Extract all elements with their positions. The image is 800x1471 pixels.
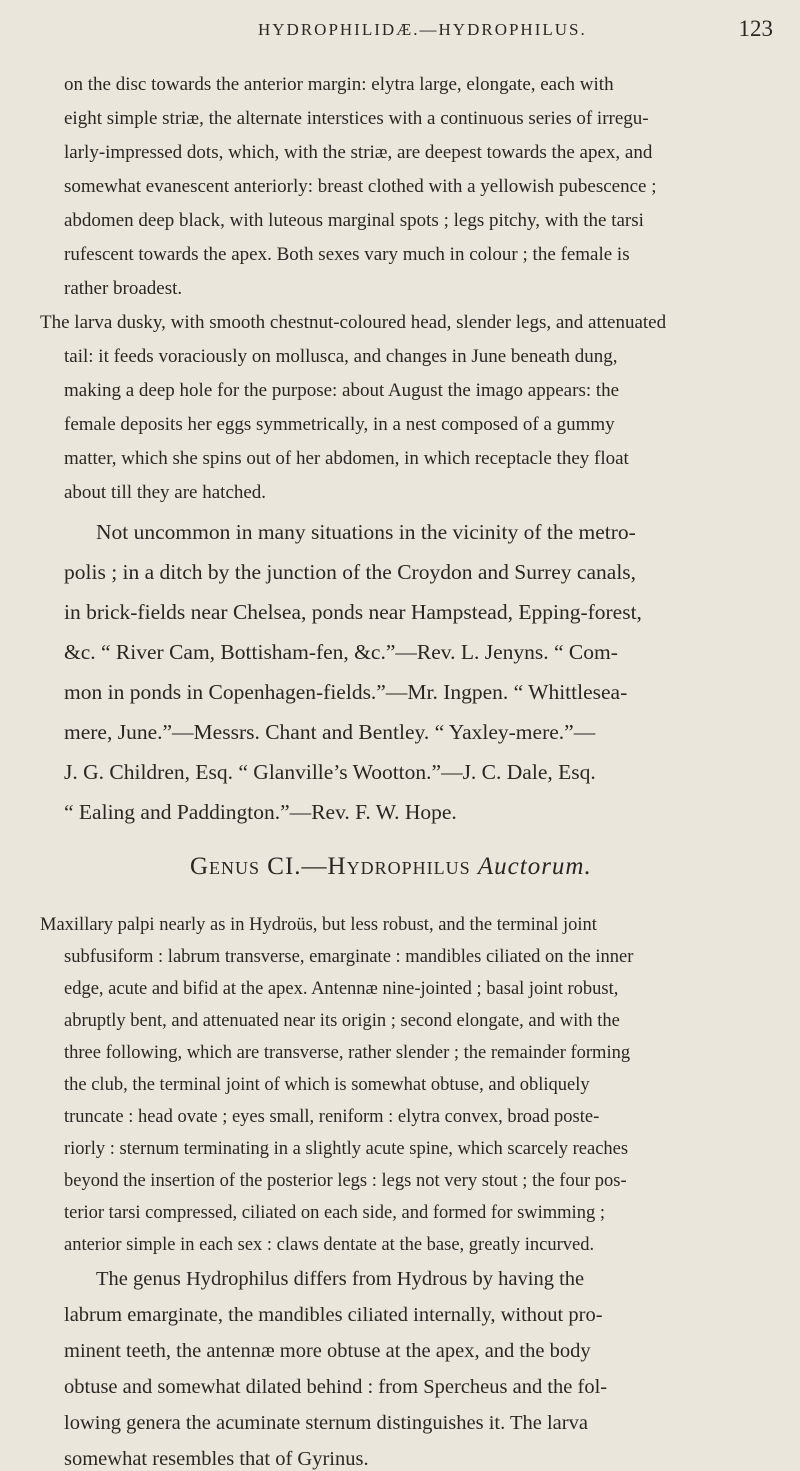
locality-line: mon in ponds in Copenhagen-fields.”—Mr. Ingpen. “ Whittlesea- [64,680,628,704]
running-head [0,16,800,54]
locality-line: Not uncommon in many situations in the vicinity of the metro- [96,520,636,544]
genus-heading [190,853,592,881]
genus-description-line: truncate : head ovate ; eyes small, reniform : elytra convex, broad poste- [64,1107,600,1127]
description-line: on the disc towards the anterior margin: elytra large, elongate, each with [64,74,614,95]
locality-line: “ Ealing and Paddington.”—Rev. F. W. Hope. [64,800,457,824]
genus-note-line: lowing genera the acuminate sternum distinguishes it. The larva [64,1412,588,1434]
page-number: 123 [738,16,773,41]
genus-description-line: edge, acute and bifid at the apex. Antennæ nine-jointed ; basal joint robust, [64,979,619,999]
genus-note-line: minent teeth, the antennæ more obtuse at the apex, and the body [64,1340,591,1362]
description-line: rather broadest. [64,278,183,299]
description-line: female deposits her eggs symmetrically, in a nest composed of a gummy [64,414,615,435]
description-line: tail: it feeds voraciously on mollusca, and changes in June beneath dung, [64,346,618,367]
description-line: rufescent towards the apex. Both sexes vary much in colour ; the female is [64,244,630,265]
genus-description-line: riorly : sternum terminating in a slightly acute spine, which scarcely reaches [64,1139,629,1159]
genus-note-line: labrum emarginate, the mandibles ciliated internally, without pro- [64,1304,603,1326]
genus-description-line: anterior simple in each sex : claws dentate at the base, greatly incurved. [64,1235,595,1255]
description-line: matter, which she spins out of her abdomen, in which receptacle they float [64,448,629,469]
genus-description-line: the club, the terminal joint of which is somewhat obtuse, and obliquely [64,1075,590,1095]
description-line: somewhat evanescent anteriorly: breast clothed with a yellowish pubescence ; [64,176,657,197]
genus-note-line: somewhat resembles that of Gyrinus. [64,1448,369,1470]
description-line: The larva dusky, with smooth chestnut-coloured head, slender legs, and attenuated [40,312,667,333]
genus-label: Genus CI.—Hydrophilus [190,853,478,880]
genus-authority: Auctorum. [477,853,592,880]
locality-line: &c. “ River Cam, Bottisham-fen, &c.”—Rev. L. Jenyns. “ Com- [64,640,618,664]
description-line: about till they are hatched. [64,482,267,503]
locality-line: polis ; in a ditch by the junction of the Croydon and Surrey canals, [64,560,637,584]
genus-description-line: Maxillary palpi nearly as in Hydroüs, but less robust, and the terminal joint [40,915,597,935]
running-title: HYDROPHILIDÆ.—HYDROPHILUS. [258,20,587,39]
genus-description-line: abruptly bent, and attenuated near its origin ; second elongate, and with the [64,1011,620,1031]
locality-line: J. G. Children, Esq. “ Glanville’s Wootton.”—J. C. Dale, Esq. [64,760,596,784]
genus-description-line: terior tarsi compressed, ciliated on each side, and formed for swimming ; [64,1203,605,1223]
genus-note-line: The genus Hydrophilus differs from Hydrous by having the [96,1268,585,1290]
description-line: making a deep hole for the purpose: about August the imago appears: the [64,380,620,401]
locality-line: in brick-fields near Chelsea, ponds near Hampstead, Epping-forest, [64,600,642,624]
genus-description-line: beyond the insertion of the posterior legs : legs not very stout ; the four pos- [64,1171,627,1191]
locality-line: mere, June.”—Messrs. Chant and Bentley. “ Yaxley-mere.”— [64,720,596,744]
genus-description-line: subfusiform : labrum transverse, emarginate : mandibles ciliated on the inner [64,947,634,967]
description-line: eight simple striæ, the alternate interstices with a continuous series of irregu- [64,108,649,129]
description-line: abdomen deep black, with luteous marginal spots ; legs pitchy, with the tarsi [64,210,644,231]
genus-note-line: obtuse and somewhat dilated behind : from Spercheus and the fol- [64,1376,608,1398]
genus-description-line: three following, which are transverse, rather slender ; the remainder forming [64,1043,631,1063]
description-line: larly-impressed dots, which, with the striæ, are deepest towards the apex, and [64,142,653,163]
